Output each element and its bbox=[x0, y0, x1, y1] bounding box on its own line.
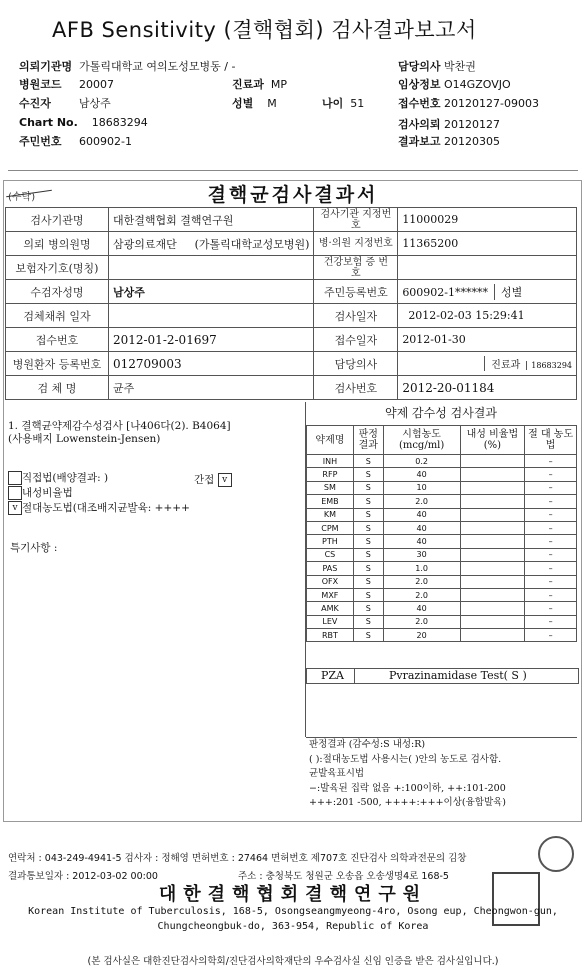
footer-notice-date: 결과통보일자 : 2012-03-02 00:00 bbox=[8, 871, 158, 882]
drug-cell-name: PTH bbox=[307, 535, 354, 548]
pza-label: PZA bbox=[321, 669, 344, 682]
report-title: 결핵균검사결과서 bbox=[207, 184, 379, 206]
drug-cell-result: S bbox=[353, 548, 383, 561]
drug-cell-result: S bbox=[353, 468, 383, 481]
outsourced-stamp: (수탁) bbox=[8, 188, 35, 203]
header-field-org: 의뢰기관명 가톨릭대학교 여의도성모병동 / - bbox=[19, 60, 236, 73]
table-row bbox=[6, 208, 577, 232]
option-ratio: 내성비율법 bbox=[8, 485, 73, 500]
doctor-label: 담당의사 bbox=[314, 352, 398, 376]
drug-cell-abs: – bbox=[525, 508, 577, 521]
drug-cell-conc: 2.0 bbox=[383, 588, 460, 601]
header-field-doctor: 담당의사 박찬권 bbox=[398, 60, 476, 73]
table-row bbox=[6, 328, 577, 352]
table-row bbox=[6, 352, 577, 376]
drug-cell-conc: 2.0 bbox=[383, 575, 460, 588]
institute-name: 대한결핵협회결핵연구원 bbox=[158, 884, 428, 905]
table-row bbox=[307, 562, 577, 575]
req-value: 삼광의료재단 (가톨릭대학교성모병원) bbox=[108, 232, 313, 256]
drug-cell-ratio bbox=[460, 602, 525, 615]
header-field-request-date: 검사의뢰 20120127 bbox=[398, 118, 501, 131]
table-row bbox=[6, 376, 577, 400]
header-field-chart-no: Chart No. 18683294 bbox=[19, 116, 148, 129]
name-value: 남상주 bbox=[108, 280, 313, 304]
receipt-date-value: 2012-01-30 bbox=[398, 328, 577, 352]
drug-cell-name: PAS bbox=[307, 562, 354, 575]
option-indirect: 간접 v bbox=[194, 472, 232, 487]
indirect-checkbox[interactable]: v bbox=[218, 473, 232, 487]
table-row bbox=[307, 521, 577, 534]
table-row bbox=[307, 575, 577, 588]
address-line: Chungcheongbuk-do, 363-954, Republic of Korea bbox=[157, 921, 429, 932]
legend-line: 균발육표시법 bbox=[309, 768, 365, 779]
drug-table-header bbox=[307, 426, 577, 455]
table-row bbox=[307, 602, 577, 615]
drug-cell-ratio bbox=[460, 548, 525, 561]
collect-date-label: 검체채취 일자 bbox=[6, 304, 109, 328]
drug-cell-abs: – bbox=[525, 629, 577, 642]
header-field-report-date: 결과보고 20120305 bbox=[398, 135, 501, 148]
specimen-label: 검 체 명 bbox=[6, 376, 109, 400]
table-row bbox=[307, 535, 577, 548]
drug-cell-name: CPM bbox=[307, 521, 354, 534]
drug-cell-abs: – bbox=[525, 455, 577, 468]
health-ins-value bbox=[398, 256, 577, 280]
receipt-date-label: 접수일자 bbox=[314, 328, 398, 352]
drug-cell-abs: – bbox=[525, 575, 577, 588]
drug-cell-result: S bbox=[353, 535, 383, 548]
direct-checkbox[interactable] bbox=[8, 471, 22, 485]
drug-cell-conc: 40 bbox=[383, 602, 460, 615]
table-row bbox=[307, 548, 577, 561]
org-value: 대한결핵협회 결핵연구원 bbox=[108, 208, 313, 232]
drug-cell-name: OFX bbox=[307, 575, 354, 588]
test-no-value: 2012-20-01184 bbox=[398, 376, 577, 400]
drug-cell-abs: – bbox=[525, 535, 577, 548]
drug-cell-ratio bbox=[460, 629, 525, 642]
drug-cell-abs: – bbox=[525, 602, 577, 615]
req-code-label: 병·의원 지정번호 bbox=[314, 232, 398, 256]
org-code-label: 검사기관 지정번호 bbox=[314, 208, 398, 232]
header-result: 판정 결과 bbox=[353, 426, 383, 455]
drug-cell-conc: 20 bbox=[383, 629, 460, 642]
legend-line: ( ):절대농도법 사용시는( )안의 농도로 검사함. bbox=[309, 753, 502, 765]
drug-cell-name: MXF bbox=[307, 588, 354, 601]
drug-cell-ratio bbox=[460, 535, 525, 548]
option-direct: 직접법(배양결과: ) bbox=[8, 470, 108, 485]
exam-line1: 1. 결핵균약제감수성검사 [나406다(2). B4064] bbox=[8, 420, 231, 432]
doctor-seal bbox=[538, 836, 574, 872]
drug-cell-name: SM bbox=[307, 481, 354, 494]
drug-cell-name: CS bbox=[307, 548, 354, 561]
pza-row bbox=[306, 668, 579, 684]
header-field-receipt-no: 접수번호 20120127-09003 bbox=[398, 97, 539, 110]
drug-cell-result: S bbox=[353, 575, 383, 588]
drug-table bbox=[306, 425, 577, 642]
drug-cell-conc: 0.2 bbox=[383, 455, 460, 468]
header-field-patient: 수진자 남상주 bbox=[19, 97, 111, 110]
doctor-value: 진료과 18683294 bbox=[398, 352, 577, 376]
drug-cell-result: S bbox=[353, 602, 383, 615]
special-notes: 특기사항 : bbox=[10, 542, 58, 554]
drug-cell-ratio bbox=[460, 521, 525, 534]
legend-line: −:발육된 집락 없음 +:100이하, ++:101-200 bbox=[309, 782, 506, 794]
drug-cell-abs: – bbox=[525, 481, 577, 494]
institute-address-en bbox=[0, 904, 586, 934]
drug-cell-abs: – bbox=[525, 588, 577, 601]
drug-cell-name: RFP bbox=[307, 468, 354, 481]
drug-cell-result: S bbox=[353, 562, 383, 575]
table-row bbox=[307, 495, 577, 508]
drug-cell-name: RBT bbox=[307, 629, 354, 642]
drug-cell-conc: 10 bbox=[383, 481, 460, 494]
specimen-value: 균주 bbox=[108, 376, 313, 400]
header-field-hospital-code: 병원코드 20007 bbox=[19, 78, 114, 91]
header-ratio: 내성 비율법(%) bbox=[460, 426, 525, 455]
insurer-label: 보험자기호(명칭) bbox=[6, 256, 109, 280]
drug-cell-ratio bbox=[460, 575, 525, 588]
drug-cell-result: S bbox=[353, 495, 383, 508]
drug-cell-name: EMB bbox=[307, 495, 354, 508]
header-field-clinical-info: 임상정보 O14GZOVJO bbox=[398, 78, 511, 91]
header-field-dept: 진료과 MP bbox=[232, 78, 288, 91]
table-row bbox=[307, 481, 577, 494]
drug-cell-ratio bbox=[460, 495, 525, 508]
drug-cell-result: S bbox=[353, 629, 383, 642]
name-label: 수검자성명 bbox=[6, 280, 109, 304]
rrn-value: 600902-1****** 성별 bbox=[398, 280, 577, 304]
drug-cell-name: KM bbox=[307, 508, 354, 521]
receipt-no-value: 2012-01-2-01697 bbox=[108, 328, 313, 352]
table-row bbox=[307, 588, 577, 601]
drug-cell-abs: – bbox=[525, 468, 577, 481]
org-label: 검사기관명 bbox=[6, 208, 109, 232]
drug-cell-ratio bbox=[460, 468, 525, 481]
req-code: 11365200 bbox=[398, 232, 577, 256]
drug-cell-ratio bbox=[460, 588, 525, 601]
drug-cell-result: S bbox=[353, 521, 383, 534]
patient-reg-label: 병원환자 등록번호 bbox=[6, 352, 109, 376]
collect-date-value bbox=[108, 304, 313, 328]
drug-cell-result: S bbox=[353, 588, 383, 601]
test-date-value: 2012-02-03 15:29:41 bbox=[398, 304, 577, 328]
drug-cell-abs: – bbox=[525, 521, 577, 534]
drug-cell-abs: – bbox=[525, 495, 577, 508]
receipt-no-label: 접수번호 bbox=[6, 328, 109, 352]
accreditation-note: (본 검사실은 대한진단검사의학회/진단검사의학재단의 우수검사실 신임 인증을 받은 검사실입니다.) bbox=[87, 956, 499, 967]
header-drug: 약제명 bbox=[307, 426, 354, 455]
drug-cell-result: S bbox=[353, 615, 383, 628]
drug-cell-conc: 30 bbox=[383, 548, 460, 561]
drug-cell-conc: 40 bbox=[383, 508, 460, 521]
drug-cell-ratio bbox=[460, 481, 525, 494]
rrn-label: 주민등록번호 bbox=[314, 280, 398, 304]
drug-cell-abs: – bbox=[525, 562, 577, 575]
table-row bbox=[6, 232, 577, 256]
drug-cell-conc: 40 bbox=[383, 535, 460, 548]
footer-contact: 연락처 : 043-249-4941-5 검사자 : 정해영 면허번호 : 27464 면허번호 제707호 진단검사 의학과전문의 김창 bbox=[8, 853, 467, 864]
drug-cell-name: INH bbox=[307, 455, 354, 468]
header-field-sex: 성별 M bbox=[232, 97, 277, 110]
drug-cell-conc: 2.0 bbox=[383, 495, 460, 508]
report-header-title: AFB Sensitivity (결핵협회) 검사결과보고서 bbox=[52, 18, 477, 42]
drug-cell-ratio bbox=[460, 615, 525, 628]
test-no-label: 검사번호 bbox=[314, 376, 398, 400]
exam-panel bbox=[5, 402, 306, 737]
drug-cell-result: S bbox=[353, 481, 383, 494]
drug-cell-result: S bbox=[353, 455, 383, 468]
req-label: 의뢰 병의원명 bbox=[6, 232, 109, 256]
drug-cell-conc: 40 bbox=[383, 521, 460, 534]
drug-cell-conc: 40 bbox=[383, 468, 460, 481]
drug-table-title: 약제 감수성 검사결과 bbox=[385, 406, 497, 420]
table-row bbox=[6, 256, 577, 280]
header-absolute: 절 대 농도법 bbox=[525, 426, 577, 455]
address-line: Korean Institute of Tuberculosis, 168-5, Osongseangmyeong-4ro, Osong eup, Cheongwon-gun, bbox=[28, 906, 558, 917]
table-row bbox=[307, 629, 577, 642]
header-concentration: 시험농도 (mcg/ml) bbox=[383, 426, 460, 455]
pza-value: Pvrazinamidase Test( S ) bbox=[389, 669, 527, 682]
ratio-checkbox[interactable] bbox=[8, 486, 22, 500]
insurer-value bbox=[108, 256, 313, 280]
absolute-checkbox[interactable]: v bbox=[8, 501, 22, 515]
table-row bbox=[307, 468, 577, 481]
exam-description bbox=[8, 420, 231, 446]
header-field-age: 나이 51 bbox=[322, 97, 365, 110]
drug-cell-ratio bbox=[460, 562, 525, 575]
exam-line2: (사용배지 Lowenstein-Jensen) bbox=[8, 433, 161, 445]
org-code: 11000029 bbox=[398, 208, 577, 232]
header-field-rrn: 주민번호 600902-1 bbox=[19, 135, 132, 148]
drug-cell-abs: – bbox=[525, 548, 577, 561]
table-row bbox=[307, 615, 577, 628]
test-date-label: 검사일자 bbox=[314, 304, 398, 328]
drug-cell-abs: – bbox=[525, 615, 577, 628]
judgement-legend bbox=[306, 737, 577, 817]
health-ins-label: 건강보험 증 번 호 bbox=[314, 256, 398, 280]
divider bbox=[8, 170, 578, 171]
table-row bbox=[307, 508, 577, 521]
drug-cell-conc: 1.0 bbox=[383, 562, 460, 575]
report-info-table bbox=[5, 207, 577, 400]
patient-reg-value: 012709003 bbox=[108, 352, 313, 376]
drug-cell-ratio bbox=[460, 455, 525, 468]
drug-cell-ratio bbox=[460, 508, 525, 521]
footer-address: 주소 : 충청북도 청원군 오송읍 오송생명4로 168-5 bbox=[238, 871, 449, 882]
legend-line: 판정결과 (감수성:S 내성:R) bbox=[309, 739, 426, 750]
table-row bbox=[307, 455, 577, 468]
drug-cell-result: S bbox=[353, 508, 383, 521]
table-row bbox=[6, 280, 577, 304]
drug-cell-name: LEV bbox=[307, 615, 354, 628]
drug-cell-conc: 2.0 bbox=[383, 615, 460, 628]
drug-cell-name: AMK bbox=[307, 602, 354, 615]
legend-line: +++:201 -500, ++++:+++이상(융합발육) bbox=[309, 797, 507, 808]
option-absolute: v 절대농도법(대조배지균발육: ++++ bbox=[8, 500, 190, 515]
table-row bbox=[6, 304, 577, 328]
